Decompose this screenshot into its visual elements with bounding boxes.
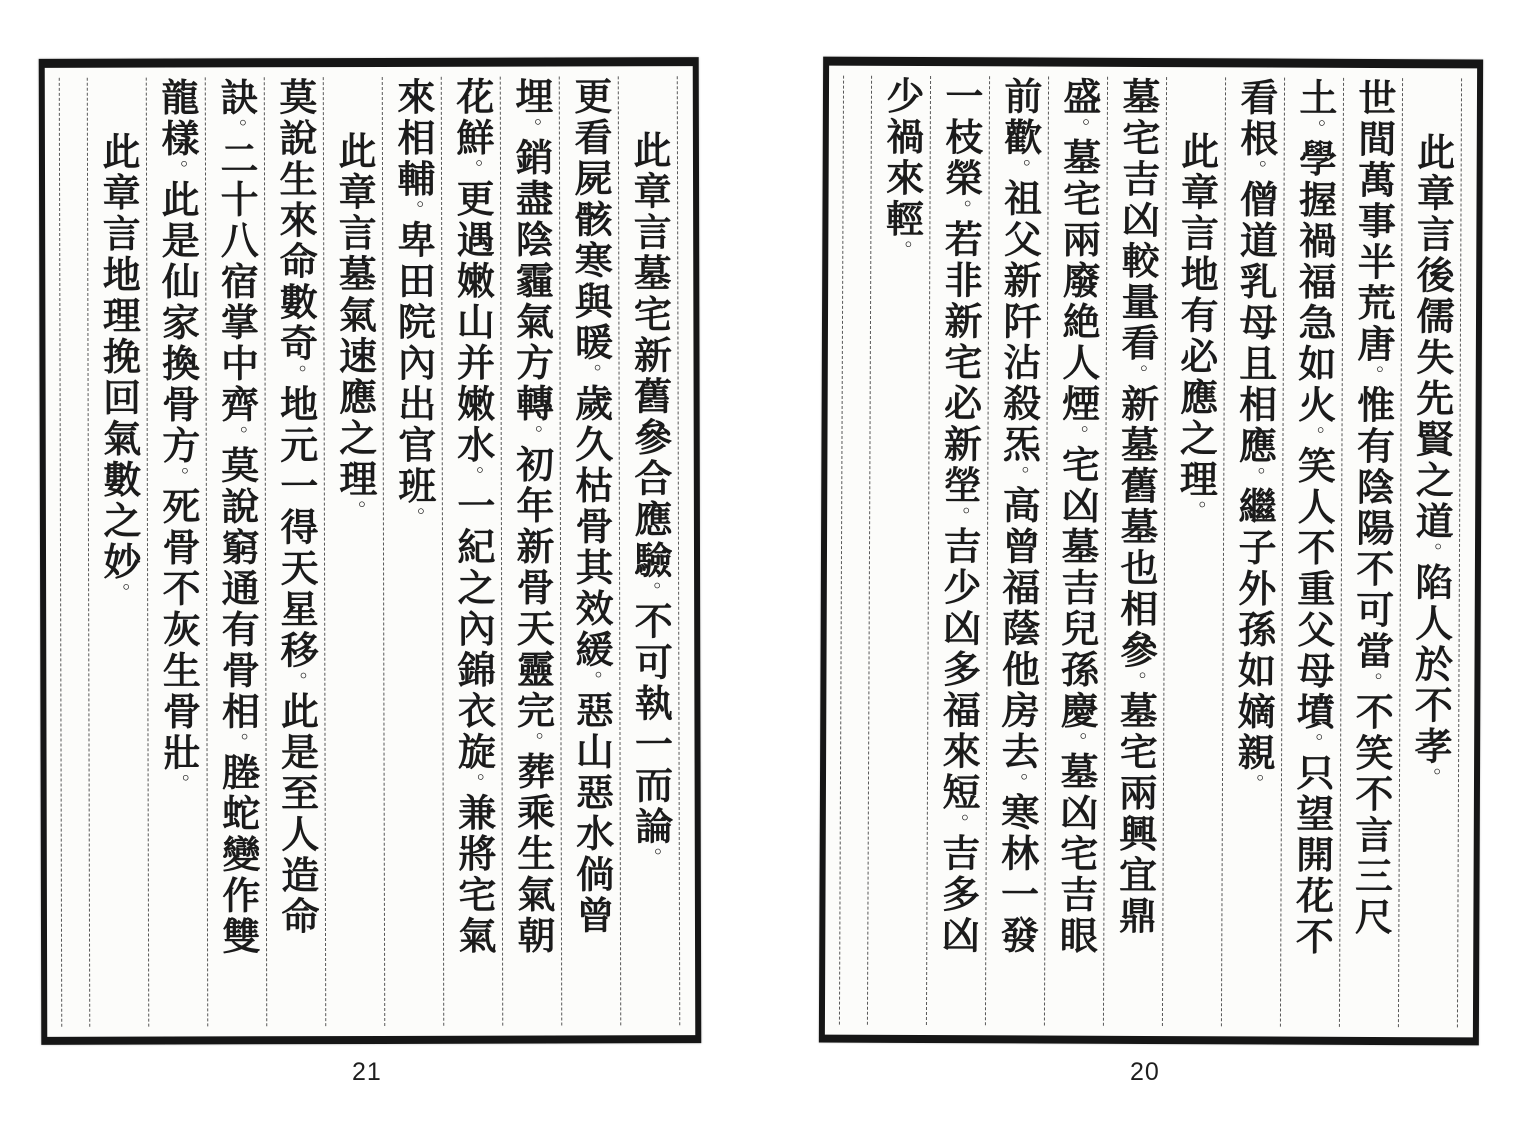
- text-column: 此章言地理挽回氣數之妙。: [87, 78, 148, 1027]
- text-column: 更看屍骸寒與暖。歲久枯骨其效緩。惡山惡水倘曾: [559, 76, 620, 1025]
- text-column: 龍樣。此是仙家換骨方。死骨不灰生骨壯。: [146, 77, 207, 1026]
- book-page-right: [819, 57, 1483, 1046]
- text-column: 來相輔。卑田院內出官班。: [382, 77, 443, 1026]
- book-page-left: [39, 57, 702, 1045]
- text-column: 一枝榮。若非新宅必新塋。吉少凶多福來短。吉多凶: [926, 76, 989, 1025]
- page-number: 20: [1130, 1058, 1160, 1086]
- text-column: 花鮮。更遇嫩山并嫩水。一紀之內錦衣旋。兼將宅氣: [441, 77, 502, 1026]
- text-column: 此章言墓氣速應之理。: [323, 77, 384, 1026]
- page-number: 21: [352, 1058, 382, 1086]
- text-column: 訣。二十八宿掌中齊。莫說窮通有骨相。塍蛇變作雙: [205, 77, 266, 1026]
- margin-column: [839, 76, 871, 1025]
- page-text-right: [825, 66, 1477, 1038]
- text-column: 埋。銷盡陰霾氣方轉。初年新骨天靈完。葬乘生氣朝: [500, 77, 561, 1026]
- margin-column: [677, 76, 691, 1025]
- text-column: 看根。僧道乳母且相應。繼子外孫如嫡親。: [1221, 77, 1284, 1026]
- text-column: 世間萬事半荒唐。惟有陰陽不可當。不笑不言三尺: [1339, 78, 1402, 1027]
- text-column: 少禍來輕。: [867, 76, 930, 1025]
- page-text-left: [45, 66, 696, 1037]
- text-column: 墓宅吉凶較量看。新墓舊墓也相參。墓宅兩興宜鼎: [1103, 77, 1166, 1026]
- text-column: 莫說生來命數奇。地元一得天星移。此是至人造命: [264, 77, 325, 1026]
- text-column: 前歡。祖父新阡沾殺炁。高曾福蔭他房去。寒林一發: [985, 76, 1048, 1025]
- text-column: 此章言地有必應之理。: [1162, 77, 1225, 1026]
- text-column: 盛。墓宅兩廢絶人煙。宅凶墓吉兒孫慶。墓凶宅吉眼: [1044, 77, 1107, 1026]
- text-column: 此章言墓宅新舊參合應驗。不可執一而論。: [618, 76, 679, 1025]
- text-column: 土。學握禍福急如火。笑人不重父母墳。只望開花不: [1280, 78, 1343, 1027]
- margin-column: [59, 78, 89, 1027]
- text-column: 此章言後儒失先賢之道。陷人於不孝。: [1398, 78, 1461, 1027]
